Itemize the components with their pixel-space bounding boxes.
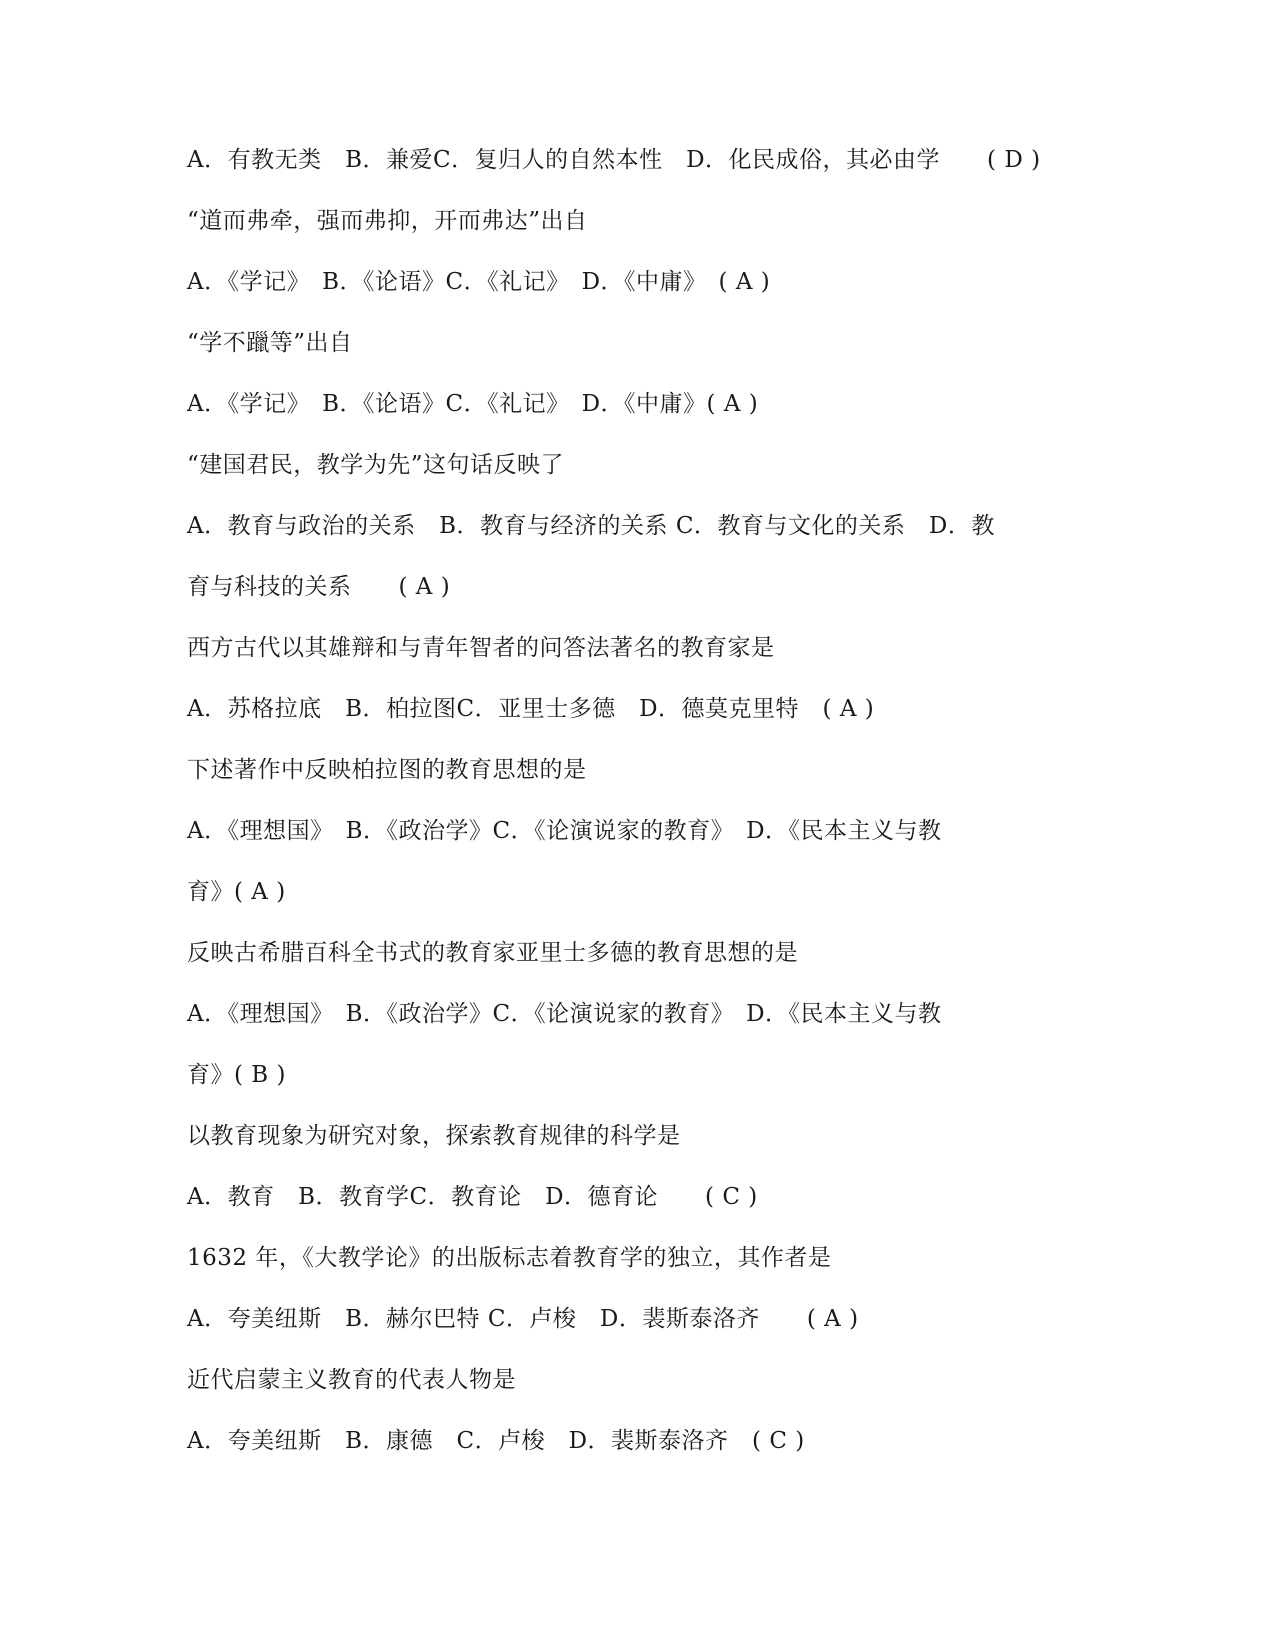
option-line-continued: 育》( B ) — [187, 1062, 286, 1088]
option-line: A．有教无类 B．兼爱C．复归人的自然本性 D．化民成俗，其必由学 ( D ) — [187, 147, 1041, 173]
question-line: 近代启蒙主义教育的代表人物是 — [187, 1367, 516, 1393]
question-line: “学不躐等”出自 — [187, 330, 353, 356]
question-line: 反映古希腊百科全书式的教育家亚里士多德的教育思想的是 — [187, 940, 798, 966]
question-line: 以教育现象为研究对象，探索教育规律的科学是 — [187, 1123, 681, 1149]
option-line-continued: 育》( A ) — [187, 879, 286, 905]
option-line: A．《理想国》 B．《政治学》C．《论演说家的教育》 D．《民本主义与教 — [187, 1001, 942, 1027]
option-line: A．教育与政治的关系 B．教育与经济的关系 C．教育与文化的关系 D．教 — [187, 513, 995, 539]
question-line: 1632 年，《大教学论》的出版标志着教育学的独立，其作者是 — [187, 1245, 832, 1271]
question-line: 西方古代以其雄辩和与青年智者的问答法著名的教育家是 — [187, 635, 775, 661]
option-line: A．《理想国》 B．《政治学》C．《论演说家的教育》 D．《民本主义与教 — [187, 818, 942, 844]
question-line: “道而弗牵，强而弗抑，开而弗达”出自 — [187, 208, 588, 234]
option-line: A．苏格拉底 B．柏拉图C．亚里士多德 D．德莫克里特 ( A ) — [187, 696, 875, 722]
question-line: “建国君民，教学为先”这句话反映了 — [187, 452, 565, 478]
option-line: A．夸美纽斯 B．赫尔巴特 C．卢梭 D．裴斯泰洛齐 ( A ) — [187, 1306, 859, 1332]
option-line: A．《学记》 B．《论语》C．《礼记》 D．《中庸》( A ) — [187, 391, 759, 417]
option-line-continued: 育与科技的关系 ( A ) — [187, 574, 451, 600]
option-line: A．夸美纽斯 B．康德 C．卢梭 D．裴斯泰洛齐 ( C ) — [187, 1428, 805, 1454]
question-line: 下述著作中反映柏拉图的教育思想的是 — [187, 757, 587, 783]
document-body — [187, 140, 1087, 1482]
option-line: A．教育 B．教育学C．教育论 D．德育论 ( C ) — [187, 1184, 758, 1210]
option-line: A．《学记》 B．《论语》C．《礼记》 D．《中庸》 ( A ) — [187, 269, 771, 295]
